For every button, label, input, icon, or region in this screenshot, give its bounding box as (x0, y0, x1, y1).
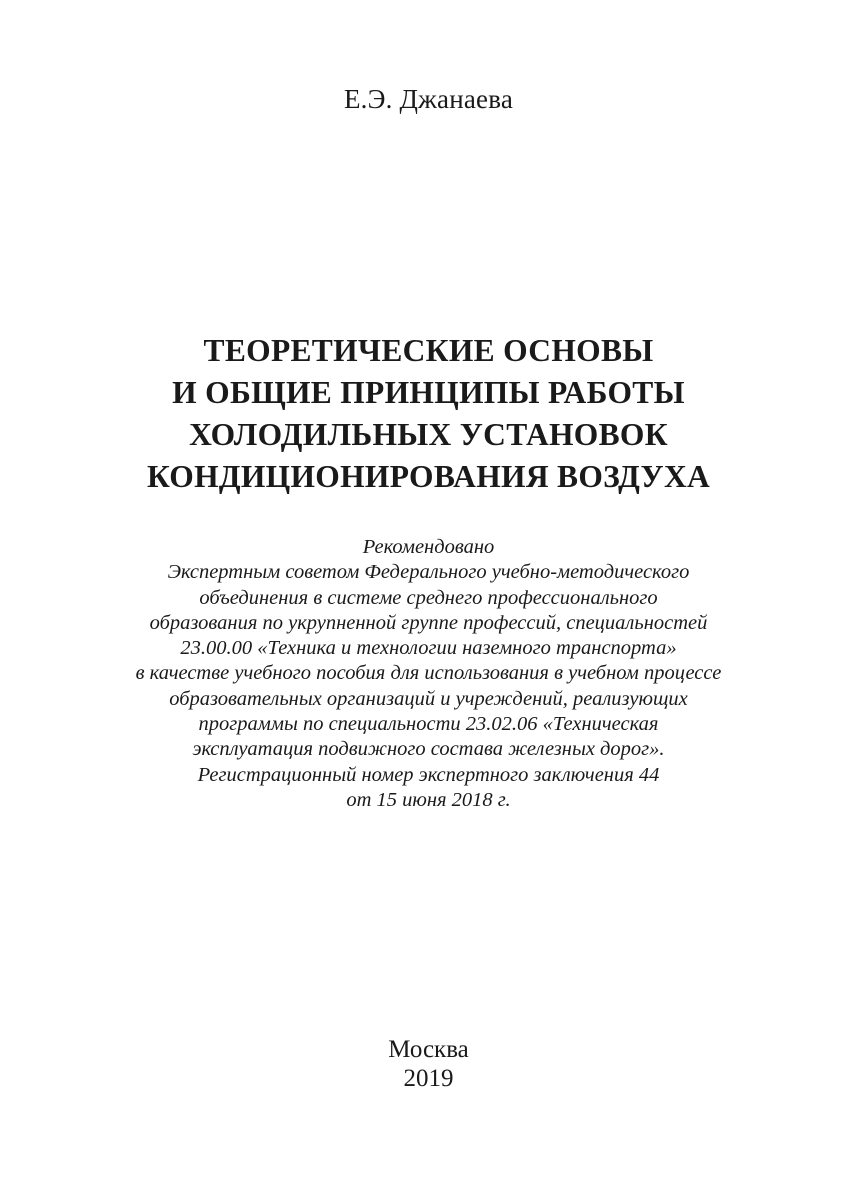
book-title-line: КОНДИЦИОНИРОВАНИЯ ВОЗДУХА (146, 459, 711, 494)
approval-line: образовательных организаций и учреждений, реализующих (169, 687, 688, 710)
book-title-line: И ОБЩИЕ ПРИНЦИПЫ РАБОТЫ (172, 375, 685, 410)
publication-year: 2019 (403, 1065, 454, 1092)
approval-line: Экспертным советом Федерального учебно-методического (167, 561, 690, 584)
publication-city: Москва (388, 1036, 469, 1063)
approval-line: Регистрационный номер экспертного заключения 44 (197, 763, 660, 786)
approval-line: 23.00.00 «Техника и технологии наземного транспорта» (180, 637, 677, 660)
publication-imprint (0, 1035, 857, 1093)
approval-line: программы по специальности 23.02.06 «Техническая (198, 713, 659, 736)
approval-line: от 15 июня 2018 г. (346, 788, 511, 811)
approval-line: образования по укрупненной группе профессий, специальностей (149, 611, 708, 634)
book-title-line: ТЕОРЕТИЧЕСКИЕ ОСНОВЫ (203, 333, 654, 368)
approval-line: объединения в системе среднего профессионального (199, 586, 658, 609)
author-name: Е.Э. Джанаева (343, 84, 514, 114)
approval-statement (0, 535, 857, 813)
approval-line: эксплуатация подвижного состава железных дорог». (192, 738, 665, 761)
approval-heading: Рекомендовано (362, 536, 495, 558)
book-title-line: ХОЛОДИЛЬНЫХ УСТАНОВОК (189, 417, 668, 452)
approval-line: в качестве учебного пособия для использования в учебном процессе (135, 662, 722, 685)
book-title (0, 330, 857, 498)
